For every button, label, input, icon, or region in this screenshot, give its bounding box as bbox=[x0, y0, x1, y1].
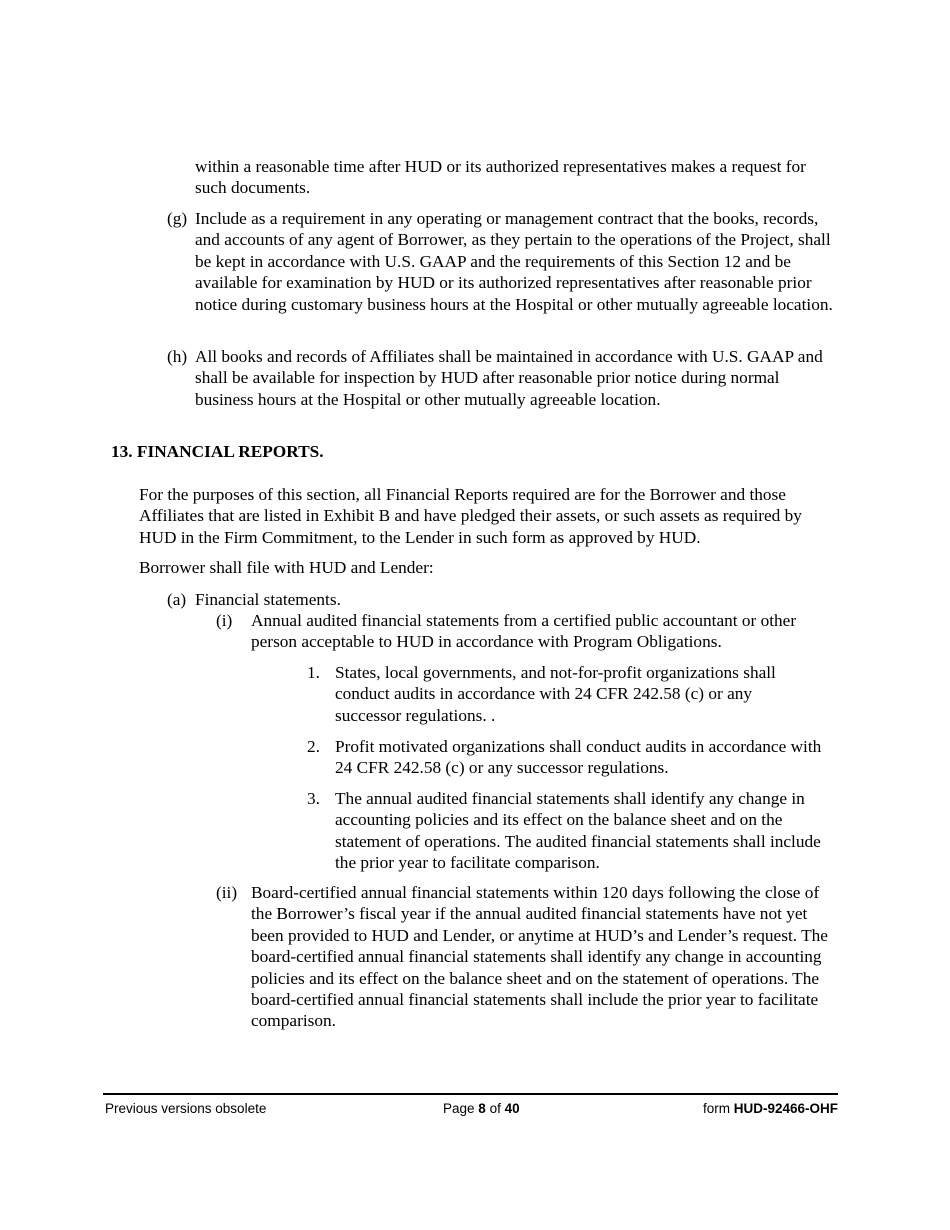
footer-page-number bbox=[443, 1100, 520, 1118]
item-h-text: All books and records of Affiliates shall be maintained in accordance with U.S. GAAP and shall be available for inspection by HUD after reasonable prior notice during normal business hours at the Hospital or other mutually agreeable location. bbox=[195, 347, 823, 409]
footer-page-total: 40 bbox=[504, 1101, 520, 1116]
section-lead: Borrower shall file with HUD and Lender: bbox=[139, 558, 434, 577]
item-ii-text: Board-certified annual financial statements within 120 days following the close of the Borrower’s fiscal year if the annual audited financial statements have not yet been provided to HUD and Lender, or anytime at HUD’s and Lender’s request. The board-certified annual financial statements shall identify any change in accounting policies and its effect on the balance sheet and on the statement of operations. The board-certified annual financial statements shall include the prior year to facilitate comparison. bbox=[251, 883, 828, 1031]
footer-page-of: of bbox=[489, 1101, 501, 1116]
item-a-text: Financial statements. bbox=[195, 590, 341, 609]
numbered-item-1-label: 1. bbox=[307, 663, 320, 682]
item-i-text: Annual audited financial statements from a certified public accountant or other person acceptable to HUD in accordance with Program Obligations. bbox=[251, 611, 797, 652]
footer-rule bbox=[103, 1093, 838, 1095]
item-g-label: (g) bbox=[167, 209, 188, 228]
numbered-item-2-text: Profit motivated organizations shall conduct audits in accordance with 24 CFR 242.58 (c) or any successor regulations. bbox=[335, 737, 822, 778]
numbered-item-2-label: 2. bbox=[307, 737, 320, 756]
numbered-item-3-text: The annual audited financial statements shall identify any change in accounting policies and its effect on the balance sheet and on the statement of operations. The audited financial statements shall include the prior year to facilitate comparison. bbox=[335, 789, 821, 873]
item-ii-label: (ii) bbox=[216, 883, 238, 902]
footer-form bbox=[703, 1100, 838, 1118]
numbered-item-1-text: States, local governments, and not-for-profit organizations shall conduct audits in accordance with 24 CFR 242.58 (c) or any successor regulations. . bbox=[335, 663, 776, 725]
numbered-item-3-label: 3. bbox=[307, 789, 320, 808]
footer-page-current: 8 bbox=[478, 1101, 486, 1116]
footer-page-prefix: Page bbox=[443, 1101, 475, 1116]
footer-form-number: HUD-92466-OHF bbox=[733, 1101, 838, 1116]
section-intro: For the purposes of this section, all Financial Reports required are for the Borrower and those Affiliates that are listed in Exhibit B and have pledged their assets, or such assets as required by HUD in the Firm Commitment, to the Lender in such form as approved by HUD. bbox=[139, 485, 802, 547]
item-a-label: (a) bbox=[167, 590, 187, 609]
continuation-paragraph: within a reasonable time after HUD or its authorized representatives makes a request for such documents. bbox=[195, 157, 806, 198]
section-heading: 13. FINANCIAL REPORTS. bbox=[111, 442, 324, 461]
item-i-label: (i) bbox=[216, 611, 233, 630]
footer-form-prefix: form bbox=[702, 1101, 730, 1116]
item-g-text: Include as a requirement in any operating or management contract that the books, records, and accounts of any agent of Borrower, as they pertain to the operations of the Project, shall be kept in accordance with U.S. GAAP and the requirements of this Section 12 and be available for examination by HUD or its authorized representatives after reasonable prior notice during customary business hours at the Hospital or other mutually agreeable location. bbox=[195, 209, 833, 314]
footer-left: Previous versions obsolete bbox=[105, 1101, 267, 1116]
item-h-label: (h) bbox=[167, 347, 188, 366]
